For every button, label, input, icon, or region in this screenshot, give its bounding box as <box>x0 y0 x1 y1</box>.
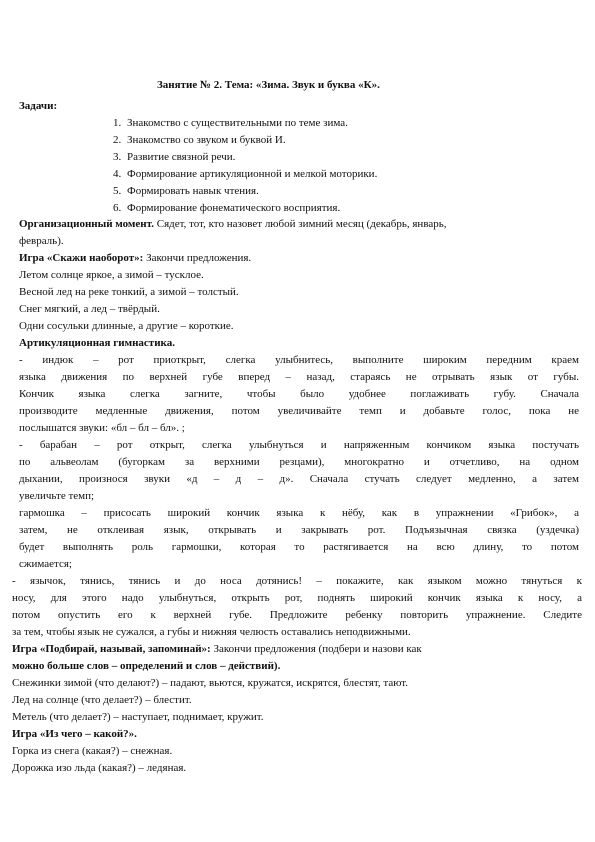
indyuk-line: Кончик языка слегка загните, чтобы было удобнее поглаживать губу. Сначала <box>19 388 579 400</box>
baraban-line: увеличьте темп; <box>19 490 95 502</box>
game1-heading: Игра «Скажи наоборот»: Закончи предложения. <box>19 252 252 264</box>
game1-line: Снег мягкий, а лед – твёрдый. <box>19 303 160 315</box>
yazychok-line: носу, для этого надо улыбнуться, открыть рот, поднять широкий кончик языка к носу, а <box>12 592 582 604</box>
indyuk-line: послышатся звуки: «бл – бл – бл». ; <box>19 422 185 434</box>
org-moment-line: февраль). <box>19 235 64 247</box>
baraban-line: - барабан – рот открыт, слегка улыбнуться и напряженным кончиком языка постучать <box>19 439 579 451</box>
task-item: 4. Формирование артикуляционной и мелкой моторики. <box>113 168 378 180</box>
game1-line: Одни сосульки длинные, а другие – короткие. <box>19 320 234 332</box>
task-item: 2. Знакомство со звуком и буквой И. <box>113 134 286 146</box>
baraban-line: по альвеолам (бугоркам за верхними резцами), многократно и отчетливо, на одном <box>19 456 579 468</box>
task-item: 3. Развитие связной речи. <box>113 151 236 163</box>
game3-heading: Игра «Из чего – какой?». <box>12 728 137 740</box>
game1-line: Летом солнце яркое, а зимой – тусклое. <box>19 269 204 281</box>
game1-line: Весной лед на реке тонкий, а зимой – толстый. <box>19 286 239 298</box>
garmoshka-line: будет выполнять роль гармошки, которая то растягивается на всю длину, то потом <box>19 541 579 553</box>
garmoshka-line: гармошка – присосать широкий кончик языка к нёбу, как в упражнении «Грибок», а <box>19 507 579 519</box>
indyuk-line: - индюк – рот приоткрыт, слегка улыбнитесь, выполните широким передним краем <box>19 354 579 366</box>
game2-line: Метель (что делает?) – наступает, поднимает, кружит. <box>12 711 264 723</box>
game2-line: Снежинки зимой (что делают?) – падают, вьются, кружатся, искрятся, блестят, тают. <box>12 677 409 689</box>
garmoshka-line: затем, не отклеивая язык, открывать и закрывать рот. Подъязычная связка (уздечка) <box>19 524 579 536</box>
game3-line: Горка из снега (какая?) – снежная. <box>12 745 173 757</box>
artic-heading: Артикуляционная гимнастика. <box>19 337 175 349</box>
task-item: 5. Формировать навык чтения. <box>113 185 259 197</box>
yazychok-line: потом опустить его к верхней губе. Предложите ребенку повторить упражнение. Следите <box>12 609 582 621</box>
indyuk-line: языка движения по верхней губе вперед – назад, стараясь не отрывать язык от губы. <box>19 371 579 383</box>
game2-heading-cont: можно больше слов – определений и слов – действий). <box>12 660 281 672</box>
game3-line: Дорожка изо льда (какая?) – ледяная. <box>12 762 187 774</box>
indyuk-line: производите медленные движения, потом увеличивайте темп и добавьте голос, пока не <box>19 405 579 417</box>
game2-line: Лед на солнце (что делает?) – блестит. <box>12 694 192 706</box>
page-title: Занятие № 2. Тема: «Зима. Звук и буква «К». <box>157 79 380 91</box>
game2-heading: Игра «Подбирай, называй, запоминай»: Закончи предложения (подбери и назови как <box>12 643 422 655</box>
tasks-label: Задачи: <box>19 100 58 112</box>
yazychok-line: за тем, чтобы язык не сужался, а губы и нижняя челюсть оставались неподвижными. <box>12 626 411 638</box>
org-moment-line: Организационный момент. Сядет, тот, кто назовет любой зимний месяц (декабрь, январь, <box>19 218 447 230</box>
yazychok-line: - язычок, тянись, тянись и до носа дотянись! – покажите, как языком можно тянуться к <box>12 575 582 587</box>
baraban-line: дыхании, произнося звуки «д – д – д». Сначала стучать следует медленно, а затем <box>19 473 579 485</box>
task-item: 6. Формирование фонематического восприятия. <box>113 202 341 214</box>
task-item: 1. Знакомство с существительными по теме зима. <box>113 117 348 129</box>
garmoshka-line: сжимается; <box>19 558 72 570</box>
